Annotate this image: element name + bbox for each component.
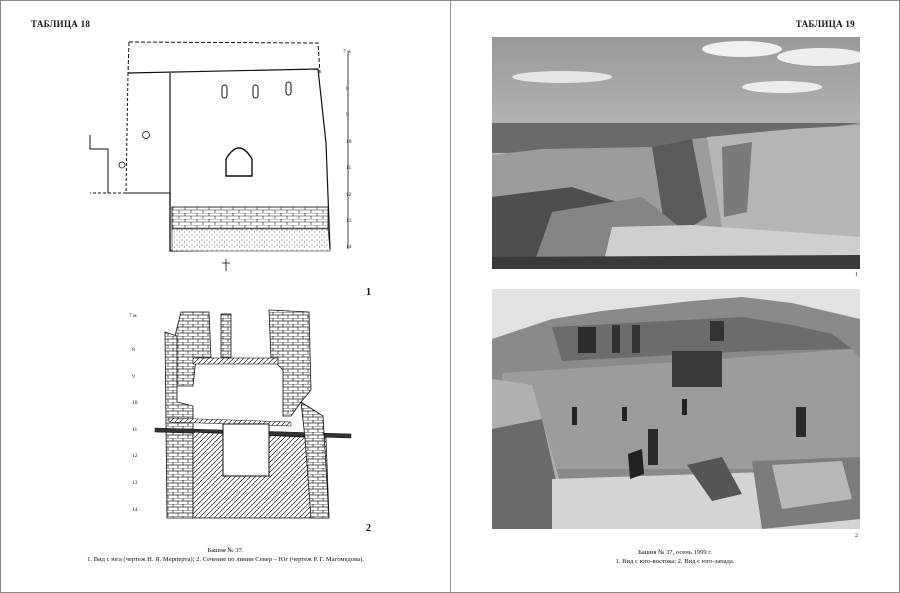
scale1-tick: 10 — [346, 138, 352, 145]
scale2-unit-label: 7 м — [129, 313, 137, 319]
photo2-label: 2 — [855, 533, 858, 539]
right-caption-title: Башня № 37, осень 1999 г. — [638, 549, 712, 556]
right-caption — [451, 548, 899, 566]
scale2-tick: 12 — [132, 453, 138, 460]
left-page-header: ТАБЛИЦА 18 — [31, 19, 91, 29]
scale1-tick: 14 — [346, 244, 352, 251]
right-page-header: ТАБЛИЦА 19 — [795, 19, 855, 29]
scale2-tick: 11 — [132, 426, 138, 433]
scale2-tick: 8 — [132, 347, 135, 353]
scale1-tick: 13 — [346, 218, 352, 225]
tower-section-drawing — [151, 306, 361, 521]
scale1-tick: 12 — [346, 191, 352, 198]
left-caption-text: 1. Вид с юга (чертеж Н. Я. Мерперта); 2. Сечение по линии Север – Юг (чертеж Р. Г. Магомедова). — [87, 556, 364, 563]
tower-photo-southeast — [492, 37, 860, 269]
scale1-tick: 9 — [346, 112, 349, 119]
left-page — [1, 1, 450, 592]
left-caption — [1, 546, 450, 564]
scale2-ticks — [132, 337, 138, 523]
left-caption-title: Башня № 37. — [207, 547, 244, 554]
right-caption-text: 1. Вид с юго-востока; 2. Вид с юго-запада. — [615, 558, 735, 565]
scale2-tick: 9 — [132, 373, 135, 380]
scale1-unit-label: 7 м — [343, 49, 351, 55]
tower-photo-southwest — [492, 289, 860, 529]
scale2-tick: 13 — [132, 479, 138, 486]
figure1-label: 1 — [366, 287, 371, 298]
right-page — [451, 1, 899, 592]
scale2-tick: 10 — [132, 400, 138, 407]
scale1-ticks — [346, 76, 352, 261]
photo1-label: 1 — [855, 272, 858, 278]
scale1-tick: 8 — [346, 86, 349, 92]
scale2-tick: 14 — [132, 506, 138, 513]
figure2-label: 2 — [366, 523, 371, 534]
tower-elevation-drawing — [86, 39, 366, 274]
scale1-tick: 11 — [346, 165, 352, 172]
